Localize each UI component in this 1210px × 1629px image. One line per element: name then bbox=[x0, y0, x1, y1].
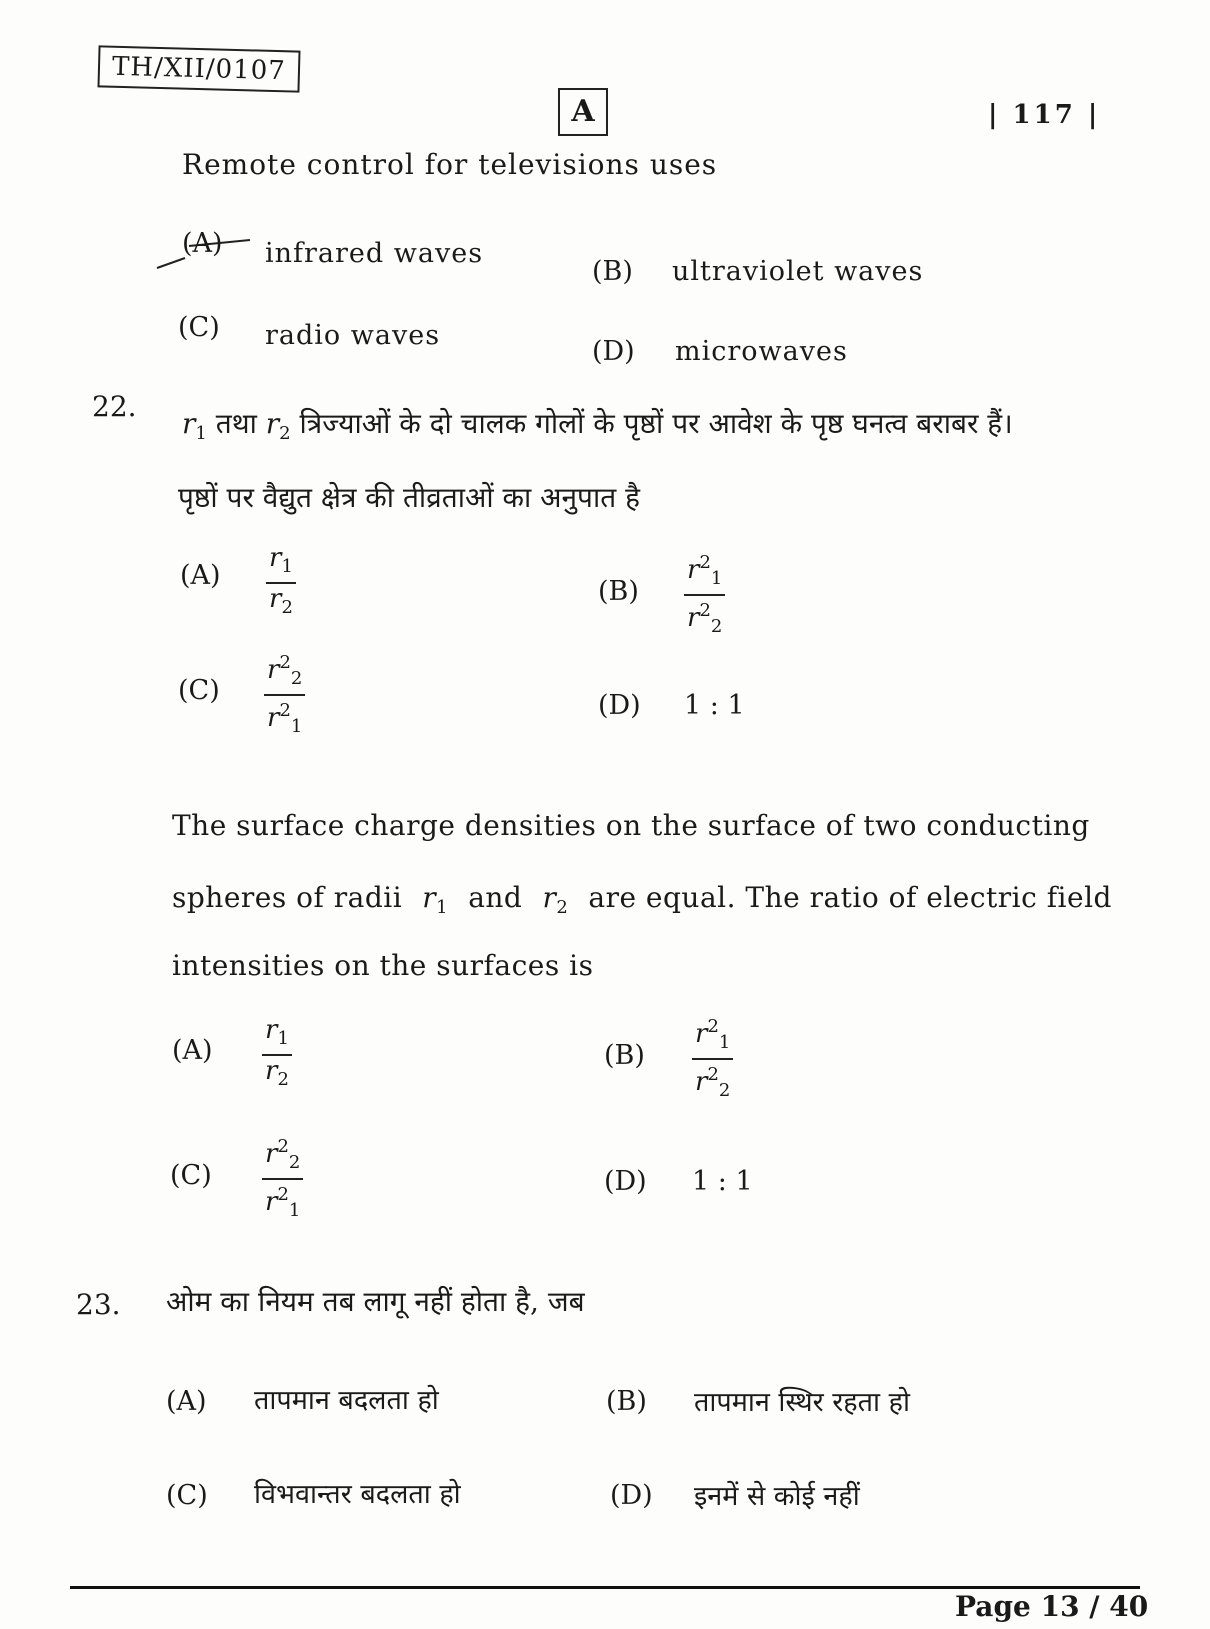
symbol-r1: $r_1$ bbox=[182, 407, 207, 444]
symbol-r2: $r_2$ bbox=[265, 407, 291, 444]
q22-h-option-d-text: 1 : 1 bbox=[684, 690, 745, 721]
q23-stem: ओम का नियम तब लागू नहीं होता है, जब bbox=[166, 1285, 585, 1318]
q22-h-option-a-fraction: $r_1$ $r_2$ bbox=[266, 543, 296, 623]
set-badge: A bbox=[558, 88, 608, 136]
q22-h-option-b-fraction: $r^2_1$ $r^2_2$ bbox=[684, 548, 725, 642]
q21-option-a-label: (A) bbox=[182, 228, 223, 259]
q22-english-line3: intensities on the surfaces is bbox=[172, 949, 594, 982]
q22-h-option-c-fraction: $r^2_2$ $r^2_1$ bbox=[264, 648, 305, 742]
q22-h-option-d-label: (D) bbox=[598, 690, 641, 721]
q22-e-option-b-label: (B) bbox=[604, 1040, 645, 1071]
q22-hindi-stem bbox=[182, 404, 1013, 444]
q22-e-option-d-text: 1 : 1 bbox=[692, 1166, 753, 1197]
footer-page-number: Page 13 / 40 bbox=[955, 1590, 1149, 1623]
q22-h-option-a-label: (A) bbox=[180, 560, 221, 591]
q22-hindi-stem-part1: तथा bbox=[215, 407, 257, 440]
q22-number: 22. bbox=[92, 390, 137, 423]
page-number: | 117 | bbox=[988, 100, 1101, 130]
q22-english-line2-b: and bbox=[468, 881, 523, 914]
q23-option-d-label: (D) bbox=[610, 1480, 653, 1511]
q22-e-option-c-label: (C) bbox=[170, 1160, 212, 1191]
q23-option-b-text: तापमान स्थिर रहता हो bbox=[694, 1387, 910, 1418]
footer-rule bbox=[70, 1586, 1140, 1589]
symbol-r1: $r_1$ bbox=[422, 881, 449, 918]
q22-e-option-c-fraction: $r^2_2$ $r^2_1$ bbox=[262, 1132, 303, 1226]
q22-hindi-stem-line2: पृष्ठों पर वैद्युत क्षेत्र की तीव्रताओं का अनुपात है bbox=[178, 481, 640, 514]
q23-number: 23. bbox=[76, 1288, 121, 1321]
q22-english-line2-a: spheres of radii bbox=[172, 881, 403, 914]
q22-english-line1: The surface charge densities on the surface of two conducting bbox=[172, 809, 1090, 842]
q22-h-option-c-label: (C) bbox=[178, 675, 220, 706]
q21-option-c-text: radio waves bbox=[265, 320, 441, 351]
q23-option-b-label: (B) bbox=[606, 1386, 647, 1417]
q21-option-b-label: (B) bbox=[592, 256, 633, 287]
q21-option-c-label: (C) bbox=[178, 312, 220, 343]
q22-english-line2-c: are equal. The ratio of electric field bbox=[588, 881, 1112, 914]
q23-option-a-text: तापमान बदलता हो bbox=[254, 1385, 439, 1416]
q23-option-c-label: (C) bbox=[166, 1480, 208, 1511]
q21-option-b-text: ultraviolet waves bbox=[672, 256, 924, 287]
q23-option-a-label: (A) bbox=[166, 1386, 207, 1417]
paper-code: TH/XII/0107 bbox=[97, 45, 300, 92]
q23-option-c-text: विभवान्तर बदलता हो bbox=[254, 1479, 461, 1510]
q22-e-option-a-label: (A) bbox=[172, 1035, 213, 1066]
q23-option-d-text: इनमें से कोई नहीं bbox=[694, 1481, 860, 1512]
q21-option-d-label: (D) bbox=[592, 336, 635, 367]
q21-option-a-text: infrared waves bbox=[265, 238, 484, 269]
q22-e-option-a-fraction: $r_1$ $r_2$ bbox=[262, 1015, 292, 1095]
q21-stem: Remote control for televisions uses bbox=[182, 148, 718, 181]
q21-option-d-text: microwaves bbox=[675, 336, 848, 367]
q22-h-option-b-label: (B) bbox=[598, 576, 639, 607]
q22-hindi-stem-part2: त्रिज्याओं के दो चालक गोलों के पृष्ठों पर आवेश के पृष्ठ घनत्व बराबर हैं। bbox=[299, 407, 1013, 440]
symbol-r2: $r_2$ bbox=[542, 881, 569, 918]
q22-e-option-d-label: (D) bbox=[604, 1166, 647, 1197]
q22-e-option-b-fraction: $r^2_1$ $r^2_2$ bbox=[692, 1012, 733, 1106]
